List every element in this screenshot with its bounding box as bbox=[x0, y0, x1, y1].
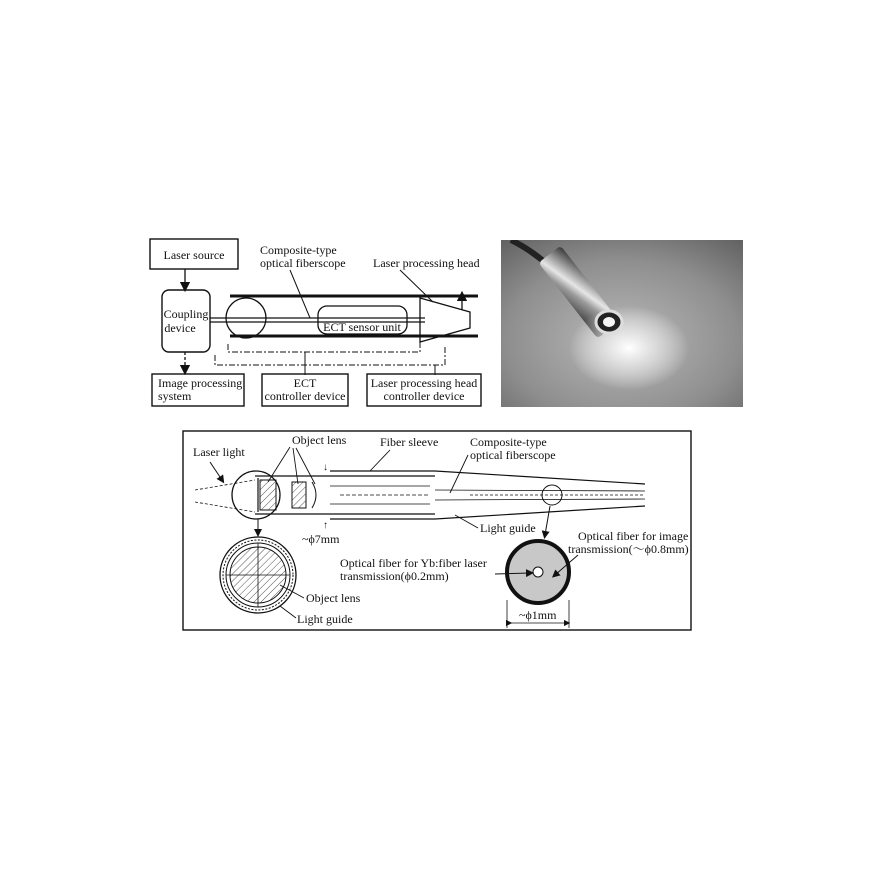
laser-source-box bbox=[150, 239, 238, 269]
yb-fiber-label-2: transmission(ϕ0.2mm) bbox=[340, 569, 449, 583]
composite-fiberscope-label: Composite-type bbox=[260, 243, 337, 257]
beam-line-2 bbox=[195, 502, 255, 512]
image-processing-label: Image processing bbox=[158, 376, 243, 390]
light-guide-right-label: Light guide bbox=[480, 521, 536, 535]
coupling-device-box bbox=[162, 290, 210, 352]
diameter-arrow-top: ↓ bbox=[323, 462, 328, 473]
fiberscope-photo bbox=[501, 240, 743, 407]
coupling-device-label-2: device bbox=[164, 321, 196, 335]
laser-light-label: Laser light bbox=[193, 445, 245, 459]
diameter-arrow-bottom: ↑ bbox=[323, 520, 328, 531]
head-controller-box bbox=[367, 374, 481, 406]
object-lens-bottom-label: Object lens bbox=[306, 591, 361, 605]
laser-source-label: Laser source bbox=[163, 248, 225, 262]
diameter-7mm-label: ~ϕ7mm bbox=[302, 532, 340, 546]
scope-body bbox=[255, 476, 435, 514]
light-guide-bottom-label: Light guide bbox=[297, 612, 353, 626]
ect-controller-label: ECT bbox=[293, 376, 317, 390]
object-lens-leader-2 bbox=[293, 448, 298, 484]
composite-fiberscope-label-2: optical fiberscope bbox=[260, 256, 346, 270]
object-lens-bottom-leader bbox=[280, 585, 304, 598]
laser-light-arrow bbox=[210, 462, 222, 480]
object-lens-leader-3 bbox=[296, 448, 315, 484]
laser-processing-head-label: Laser processing head bbox=[373, 256, 480, 270]
image-processing-label-2: system bbox=[158, 389, 192, 403]
image-fiber-label-2: transmission(～ϕ0.8mm) bbox=[568, 542, 689, 556]
image-fiber-label: Optical fiber for image bbox=[578, 529, 689, 543]
ect-controller-label-2: controller device bbox=[264, 389, 346, 403]
head-controller-label: Laser processing head bbox=[370, 376, 478, 390]
composite-leader bbox=[290, 270, 310, 318]
object-lens-top-label: Object lens bbox=[292, 433, 347, 447]
yb-fiber-label: Optical fiber for Yb:fiber laser bbox=[340, 556, 487, 570]
light-guide-bottom-leader bbox=[280, 606, 296, 618]
ect-controller-box bbox=[262, 374, 348, 406]
object-lens-leader-1 bbox=[268, 447, 290, 482]
lens-cross-section bbox=[220, 537, 296, 613]
composite-bottom-leader bbox=[450, 455, 468, 493]
fiber-cross-section bbox=[507, 541, 569, 603]
head-control-line bbox=[215, 345, 445, 365]
fiber-sleeve-leader bbox=[370, 450, 390, 471]
beam-line-1 bbox=[195, 480, 255, 490]
head-controller-label-2: controller device bbox=[383, 389, 465, 403]
fiber-detail-arrow bbox=[545, 506, 550, 535]
ect-control-line bbox=[228, 340, 420, 352]
diameter-1mm-label: ~ϕ1mm bbox=[519, 608, 557, 622]
ect-sensor-unit-label: ECT sensor unit bbox=[323, 320, 401, 334]
coupling-device-label: Coupling bbox=[163, 307, 209, 321]
image-processing-box bbox=[152, 374, 244, 406]
fiber-sleeve-label: Fiber sleeve bbox=[380, 435, 439, 449]
composite-bottom-label-2: optical fiberscope bbox=[470, 448, 556, 462]
composite-bottom-label: Composite-type bbox=[470, 435, 547, 449]
